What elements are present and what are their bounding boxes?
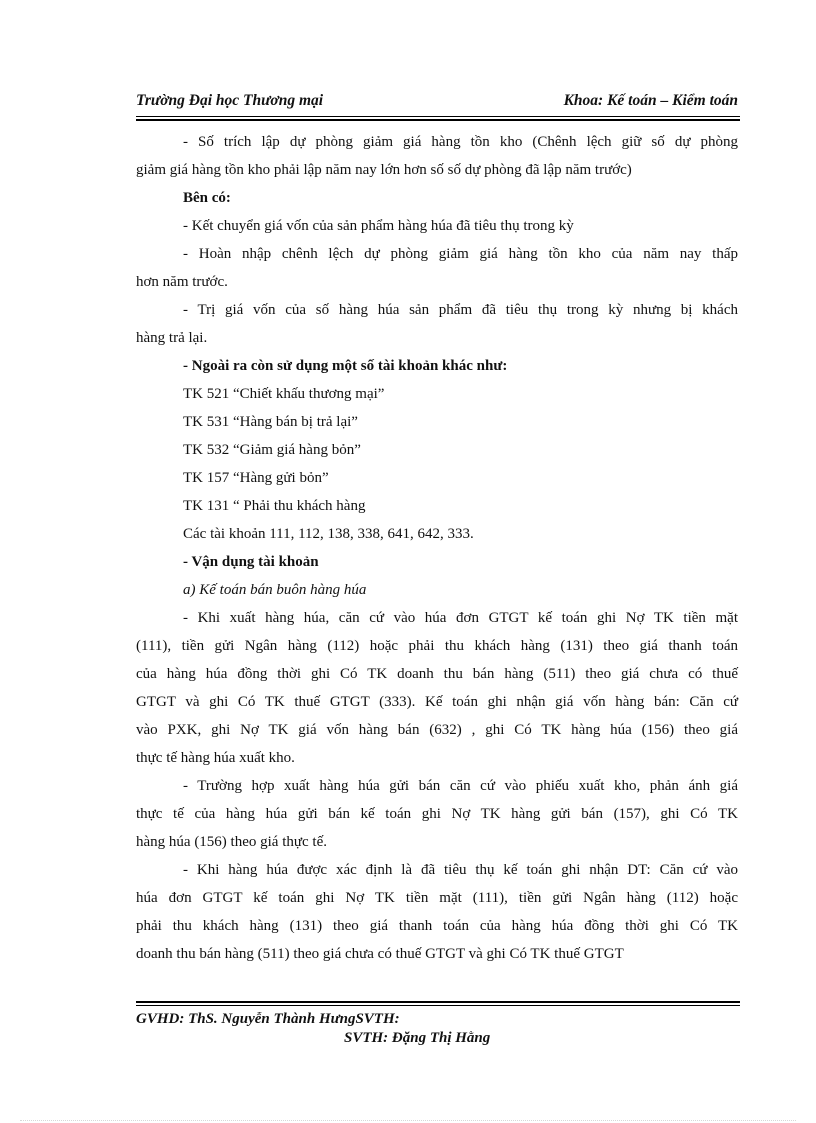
body-line: - Hoàn nhập chênh lệch dự phòng giảm giá hàng tồn kho của năm nay thấp <box>183 246 738 262</box>
body-line: - Số trích lập dự phòng giảm giá hàng tồn kho (Chênh lệch giữ số dự phòng <box>183 134 738 150</box>
section-a-title: a) Kế toán bán buôn hàng húa <box>183 582 367 598</box>
account-item: TK 532 “Giảm giá hàng bỏn” <box>183 442 361 458</box>
subheading-van-dung: - Vận dụng tài khoản <box>183 554 319 570</box>
body-line: - Khi xuất hàng húa, căn cứ vào húa đơn GTGT kế toán ghi Nợ TK tiền mặt <box>183 610 738 626</box>
body-line: thực tế của hàng húa gửi bán kế toán ghi Nợ TK hàng gửi bán (157), ghi Có TK <box>136 806 738 822</box>
header-university: Trường Đại học Thương mại <box>136 92 324 109</box>
account-item: TK 157 “Hàng gửi bỏn” <box>183 470 329 486</box>
body-line: - Khi hàng húa được xác định là đã tiêu thụ kế toán ghi nhận DT: Căn cứ vào <box>183 862 738 878</box>
body-line: doanh thu bán hàng (511) theo giá chưa có thuế GTGT và ghi Có TK thuế GTGT <box>136 946 624 962</box>
body-line: Các tài khoản 111, 112, 138, 338, 641, 642, 333. <box>183 526 474 542</box>
body-line: giảm giá hàng tồn kho phải lập năm nay lớn hơn số số dự phòng đã lập năm trước) <box>136 162 632 178</box>
body-line: hàng húa (156) theo giá thực tế. <box>136 834 327 850</box>
body-line: (111), tiền gửi Ngân hàng (112) hoặc phải thu khách hàng (131) theo giá thanh toán <box>136 638 738 654</box>
body-line: thực tế hàng húa xuất kho. <box>136 750 295 766</box>
page-header <box>136 90 740 114</box>
account-item: TK 521 “Chiết khấu thương mại” <box>183 386 385 402</box>
body-line: - Trường hợp xuất hàng húa gửi bán căn cứ vào phiếu xuất kho, phản ánh giá <box>183 778 738 794</box>
footer-rule-thin <box>136 1005 740 1006</box>
footer-student: SVTH: Đặng Thị Hằng <box>344 1030 491 1046</box>
header-rule-thin <box>136 116 740 117</box>
footer-rule-thick <box>136 1001 740 1003</box>
body-line: - Trị giá vốn của số hàng húa sản phẩm đã tiêu thụ trong kỳ nhưng bị khách <box>183 302 738 318</box>
body-line: vào PXK, ghi Nợ TK giá vốn hàng bán (632) , ghi Có TK hàng húa (156) theo giá <box>136 722 738 738</box>
account-item: TK 531 “Hàng bán bị trả lại” <box>183 414 358 430</box>
body-line: húa đơn GTGT kế toán ghi Nợ TK tiền mặt (111), tiền gửi Ngân hàng (112) hoặc <box>136 890 738 906</box>
body-line: phải thu khách hàng (131) theo giá thanh toán của hàng húa đồng thời ghi Có TK <box>136 918 738 934</box>
subheading-ben-co: Bên có: <box>183 190 231 206</box>
header-rule-thick <box>136 119 740 121</box>
body-line: GTGT và ghi Có TK thuế GTGT (333). Kế toán ghi nhận giá vốn hàng bán: Căn cứ <box>136 694 738 710</box>
account-item: TK 131 “ Phải thu khách hàng <box>183 498 366 514</box>
footer-supervisor: GVHD: ThS. Nguyễn Thành HưngSVTH: <box>136 1011 400 1027</box>
subheading-other-accounts: - Ngoài ra còn sử dụng một số tài khoản khác như: <box>183 358 508 374</box>
body-line: - Kết chuyển giá vốn của sản phẩm hàng húa đã tiêu thụ trong kỳ <box>183 218 574 234</box>
header-faculty: Khoa: Kế toán – Kiểm toán <box>563 92 738 109</box>
body-line: hơn năm trước. <box>136 274 228 290</box>
page-boundary <box>20 1120 796 1121</box>
body-line: hàng trả lại. <box>136 330 208 346</box>
body-line: của hàng húa đồng thời ghi Có TK doanh thu bán hàng (511) theo giá chưa có thuế <box>136 666 738 682</box>
